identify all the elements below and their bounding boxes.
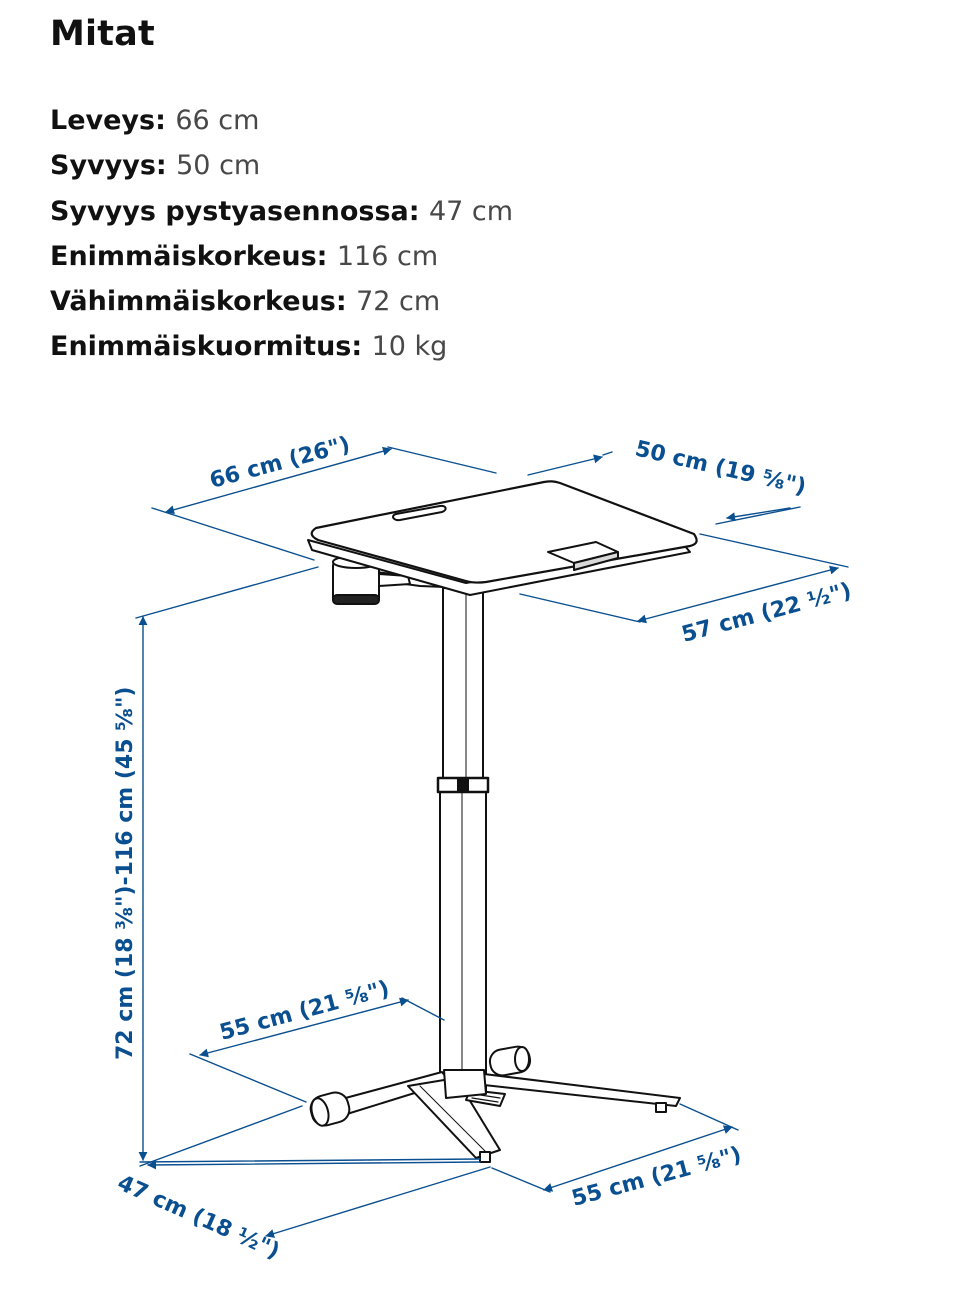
dimension-label-base-right: 55 cm (21 ⅝") [569, 1142, 745, 1212]
spec-separator: : [351, 331, 372, 363]
dimension-label-height: 72 cm (18 ⅜")-116 cm (45 ⅝") [113, 686, 138, 1060]
dimension-label-depth-tilted: 57 cm (22 ½") [679, 578, 855, 648]
spec-label: Syvyys [50, 150, 156, 182]
column-lower [440, 783, 486, 1093]
spec-value: 66 cm [175, 105, 260, 136]
spec-value: 50 cm [176, 150, 261, 182]
dimension-label-width: 66 cm (26") [207, 432, 353, 494]
spec-separator: : [155, 150, 177, 182]
spec-value: 116 cm [336, 240, 439, 272]
spec-separator: : [335, 286, 357, 318]
spec-label: Enimmäiskorkeus [50, 240, 317, 272]
column-upper [443, 588, 483, 783]
base-leg-right [475, 1074, 680, 1106]
spec-label: Vähimmäiskorkeus [50, 286, 336, 318]
dimension-label-base-left: 55 cm (21 ⅝") [217, 976, 393, 1046]
page-title: Mitat [50, 14, 155, 54]
spec-label: Enimmäiskuormitus [50, 331, 352, 363]
dimension-label-base-depth: 47 cm (18 ½") [113, 1170, 284, 1265]
spec-value: 10 kg [371, 331, 448, 363]
spec-separator: : [155, 105, 176, 136]
spec-label: Syvyys pystyasennossa [50, 195, 409, 227]
spec-label: Leveys [50, 105, 156, 136]
spec-value: 47 cm [428, 195, 514, 227]
spec-separator: : [408, 195, 429, 227]
spec-separator: : [316, 240, 337, 272]
dimension-label-depth: 50 cm (19 ⅝") [632, 436, 809, 501]
spec-value: 72 cm [356, 286, 441, 318]
laptop-stand-illustration [308, 481, 697, 1162]
